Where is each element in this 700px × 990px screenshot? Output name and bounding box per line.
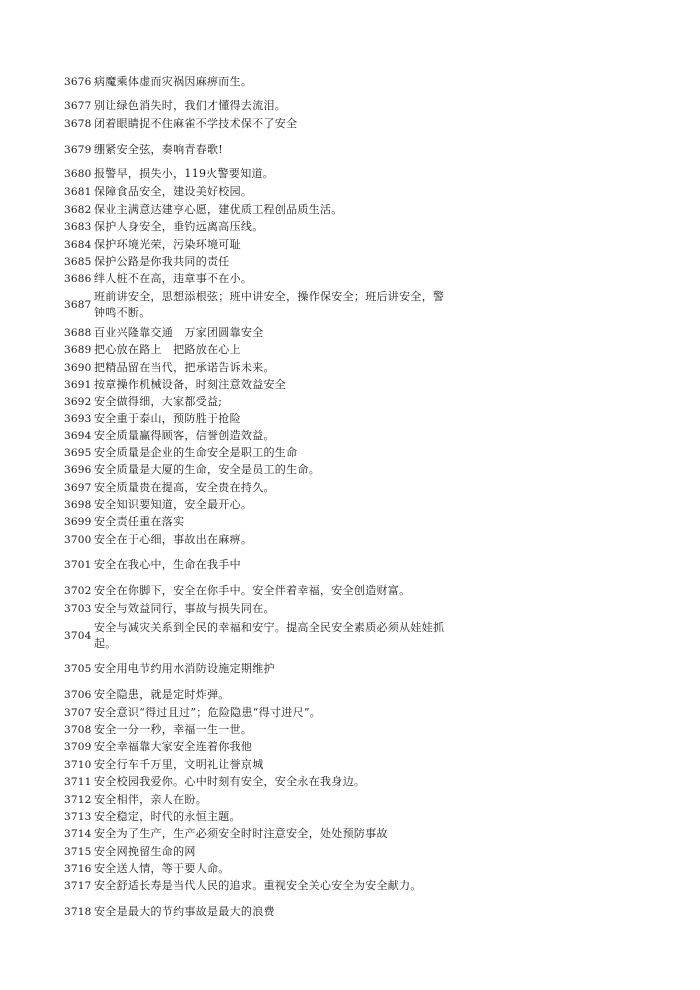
entry-number: 3677 bbox=[64, 100, 92, 112]
entry-text: 安全稳定，时代的永恒主题。 bbox=[94, 810, 241, 823]
entry-number: 3701 bbox=[64, 559, 92, 571]
entry-number: 3702 bbox=[64, 585, 92, 597]
list-item bbox=[64, 904, 454, 920]
list-item bbox=[64, 792, 454, 808]
entry-text: 绷紧安全弦，奏响青春歌! bbox=[94, 143, 224, 156]
list-item bbox=[64, 360, 454, 376]
list-item bbox=[64, 74, 454, 90]
entry-text: 安全质量是企业的生命安全是职工的生命 bbox=[94, 446, 298, 459]
entry-text: 闭着眼睛捉不住麻雀不学技术保不了安全 bbox=[94, 117, 298, 130]
entry-text: 安全为了生产，生产必须安全时时注意安全，处处预防事故 bbox=[94, 827, 388, 840]
entry-number: 3711 bbox=[64, 776, 92, 788]
list-item bbox=[64, 661, 454, 677]
entry-number: 3682 bbox=[64, 204, 92, 216]
entry-text: 绊人桩不在高，违章事不在小。 bbox=[94, 272, 253, 285]
list-item bbox=[64, 237, 454, 253]
entry-number: 3683 bbox=[64, 221, 92, 233]
list-item bbox=[64, 497, 454, 513]
list-item bbox=[64, 601, 454, 617]
list-item bbox=[64, 532, 454, 548]
entry-number: 3687 bbox=[64, 299, 92, 311]
entry-number: 3691 bbox=[64, 379, 92, 391]
list-item bbox=[64, 394, 454, 410]
entry-number: 3692 bbox=[64, 396, 92, 408]
entry-text: 安全是最大的节约事故是最大的浪费 bbox=[94, 905, 275, 918]
entry-text: 保障食品安全，建设美好校园。 bbox=[94, 185, 253, 198]
entry-text: 百业兴隆靠交通 万家团圆靠安全 bbox=[94, 326, 264, 339]
list-item bbox=[64, 342, 454, 358]
entry-number: 3678 bbox=[64, 118, 92, 130]
entry-number: 3698 bbox=[64, 499, 92, 511]
entry-text: 把心放在路上 把路放在心上 bbox=[94, 343, 241, 356]
list-item bbox=[64, 514, 454, 530]
entry-text: 安全相伴，亲人在盼。 bbox=[94, 793, 207, 806]
list-item bbox=[64, 254, 454, 270]
list-item bbox=[64, 826, 454, 842]
entry-number: 3717 bbox=[64, 880, 92, 892]
entry-text: 安全舒适长寿是当代人民的追求。重视安全关心安全为安全献力。 bbox=[94, 879, 422, 892]
entry-number: 3709 bbox=[64, 741, 92, 753]
list-item bbox=[64, 774, 454, 790]
list-item bbox=[64, 428, 454, 444]
list-item bbox=[64, 445, 454, 461]
entry-text: 按章操作机械设备，时刻注意效益安全 bbox=[94, 378, 287, 391]
entry-text: 保护环境光荣，污染环境可耻 bbox=[94, 238, 241, 251]
entry-number: 3689 bbox=[64, 344, 92, 356]
entry-text: 保业主满意达建亨心愿，建优质工程创品质生活。 bbox=[94, 203, 343, 216]
entry-number: 3718 bbox=[64, 906, 92, 918]
entry-number: 3713 bbox=[64, 811, 92, 823]
list-item bbox=[64, 739, 454, 755]
list-item bbox=[64, 288, 454, 322]
list-item bbox=[64, 462, 454, 478]
entry-number: 3699 bbox=[64, 516, 92, 528]
entry-text: 安全幸福靠大家安全连着你我他 bbox=[94, 740, 253, 753]
entry-number: 3695 bbox=[64, 447, 92, 459]
entry-number: 3680 bbox=[64, 168, 92, 180]
list-item bbox=[64, 844, 454, 860]
entry-text: 安全隐患，就是定时炸弹。 bbox=[94, 688, 230, 701]
entry-number: 3681 bbox=[64, 186, 92, 198]
entry-number: 3715 bbox=[64, 846, 92, 858]
list-item bbox=[64, 325, 454, 341]
list-item bbox=[64, 861, 454, 877]
entry-text: 安全质量赢得顾客，信誉创造效益。 bbox=[94, 429, 275, 442]
entry-number: 3685 bbox=[64, 256, 92, 268]
entry-text: 安全重于泰山，预防胜于抢险 bbox=[94, 412, 241, 425]
entry-number: 3694 bbox=[64, 430, 92, 442]
entry-number: 3679 bbox=[64, 144, 92, 156]
entry-number: 3676 bbox=[64, 76, 92, 88]
list-item bbox=[64, 377, 454, 393]
entry-number: 3693 bbox=[64, 413, 92, 425]
list-item bbox=[64, 271, 454, 287]
entry-text: 安全质量贵在提高，安全贵在持久。 bbox=[94, 481, 275, 494]
list-item bbox=[64, 480, 454, 496]
entry-number: 3708 bbox=[64, 724, 92, 736]
entry-text: 安全用电节约用水消防设施定期维护 bbox=[94, 662, 275, 675]
entry-text: 别让绿色消失时，我们才懂得去流泪。 bbox=[94, 99, 287, 112]
list-item bbox=[64, 116, 454, 132]
entry-number: 3696 bbox=[64, 464, 92, 476]
entry-number: 3697 bbox=[64, 482, 92, 494]
entry-text: 安全送人情，等于要人命。 bbox=[94, 862, 230, 875]
list-item bbox=[64, 142, 454, 158]
list-item bbox=[64, 166, 454, 182]
list-item bbox=[64, 98, 454, 114]
entry-text: 保护人身安全，垂钓远离高压线。 bbox=[94, 220, 264, 233]
entry-number: 3688 bbox=[64, 327, 92, 339]
entry-text: 安全与减灾关系到全民的幸福和安宁。提高全民安全素质必须从娃娃抓起。 bbox=[94, 621, 445, 650]
entry-number: 3706 bbox=[64, 689, 92, 701]
entry-number: 3710 bbox=[64, 759, 92, 771]
entry-text: 把精品留在当代，把承诺告诉未来。 bbox=[94, 361, 275, 374]
entry-text: 安全责任重在落实 bbox=[94, 515, 185, 528]
entry-number: 3704 bbox=[64, 630, 92, 642]
entry-text: 安全在于心细，事故出在麻痹。 bbox=[94, 533, 253, 546]
list-item bbox=[64, 878, 454, 894]
list-item bbox=[64, 809, 454, 825]
list-item bbox=[64, 705, 454, 721]
entry-number: 3703 bbox=[64, 603, 92, 615]
entry-text: 安全质量是大厦的生命，安全是员工的生命。 bbox=[94, 463, 320, 476]
entry-number: 3707 bbox=[64, 707, 92, 719]
entry-text: 安全与效益同行，事故与损失同在。 bbox=[94, 602, 275, 615]
entry-text: 安全做得细，大家都受益; bbox=[94, 395, 223, 408]
entry-text: 安全意识“得过且过”；危险隐患“得寸进尺”。 bbox=[94, 706, 322, 719]
entry-number: 3714 bbox=[64, 828, 92, 840]
list-item bbox=[64, 687, 454, 703]
entry-number: 3716 bbox=[64, 863, 92, 875]
entry-number: 3705 bbox=[64, 663, 92, 675]
list-item bbox=[64, 619, 454, 653]
entry-text: 病魔乘体虚而灾祸因麻痹而生。 bbox=[94, 75, 253, 88]
list-item bbox=[64, 557, 454, 573]
entry-number: 3690 bbox=[64, 362, 92, 374]
list-item bbox=[64, 757, 454, 773]
list-item bbox=[64, 202, 454, 218]
entry-text: 保护公路是你我共同的责任 bbox=[94, 255, 230, 268]
entry-text: 安全校园我爱你。心中时刻有安全，安全永在我身边。 bbox=[94, 775, 366, 788]
entry-text: 安全在你脚下，安全在你手中。安全伴着幸福，安全创造财富。 bbox=[94, 584, 411, 597]
entry-text: 安全知识要知道，安全最开心。 bbox=[94, 498, 253, 511]
entry-number: 3712 bbox=[64, 794, 92, 806]
list-item bbox=[64, 583, 454, 599]
list-item bbox=[64, 722, 454, 738]
entry-number: 3686 bbox=[64, 273, 92, 285]
entry-text: 班前讲安全，思想添根弦；班中讲安全，操作保安全；班后讲安全，警钟鸣不断。 bbox=[94, 290, 445, 319]
entry-text: 安全在我心中，生命在我手中 bbox=[94, 558, 241, 571]
list-item bbox=[64, 219, 454, 235]
entry-text: 安全行车千万里，文明礼让誉京城 bbox=[94, 758, 264, 771]
entry-text: 安全网挽留生命的网 bbox=[94, 845, 196, 858]
entry-text: 报警早，损失小，119火警要知道。 bbox=[94, 167, 275, 180]
list-item bbox=[64, 184, 454, 200]
entry-number: 3684 bbox=[64, 239, 92, 251]
entry-number: 3700 bbox=[64, 534, 92, 546]
list-item bbox=[64, 411, 454, 427]
entry-text: 安全一分一秒，幸福一生一世。 bbox=[94, 723, 253, 736]
